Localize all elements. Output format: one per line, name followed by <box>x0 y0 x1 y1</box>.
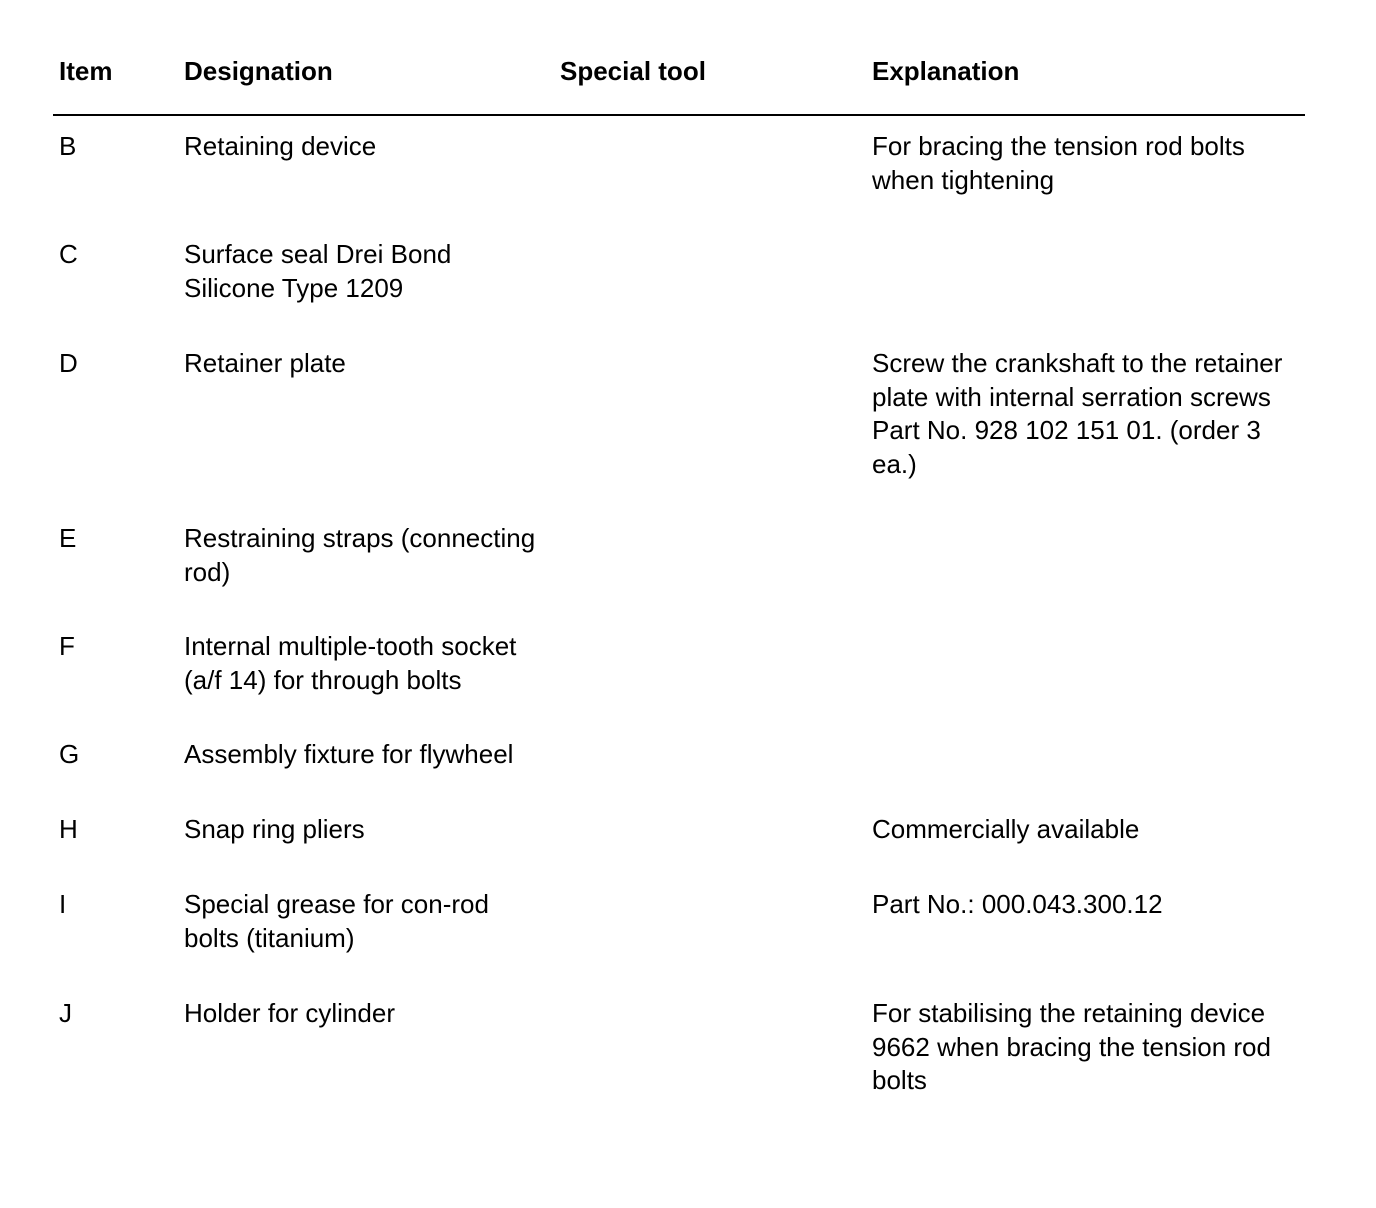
row-designation: Special grease for con-rod bolts (titanium) <box>184 889 489 953</box>
row-item: E <box>59 523 77 553</box>
row-explanation: For bracing the tension rod bolts when tightening <box>872 131 1245 195</box>
row-item: F <box>59 631 75 661</box>
row-designation: Snap ring pliers <box>184 814 365 844</box>
header-item: Item <box>59 56 113 86</box>
row-designation: Retainer plate <box>184 348 346 378</box>
row-item: I <box>59 889 67 919</box>
row-item: G <box>59 739 80 769</box>
row-item: D <box>59 348 78 378</box>
row-item: B <box>59 131 77 161</box>
header-special-tool: Special tool <box>560 56 706 86</box>
header-divider <box>53 114 1305 116</box>
row-designation: Restraining straps (connecting rod) <box>184 523 536 587</box>
row-designation: Surface seal Drei Bond Silicone Type 1209 <box>184 239 452 303</box>
row-designation: Holder for cylinder <box>184 998 395 1028</box>
row-item: J <box>59 998 72 1028</box>
row-explanation: Part No.: 000.043.300.12 <box>872 889 1163 919</box>
row-explanation: Screw the crankshaft to the retainer plate with internal serration screws Part No. 928 102 151 01. (order 3 ea.) <box>872 348 1283 479</box>
row-designation: Retaining device <box>184 131 377 161</box>
row-explanation: For stabilising the retaining device 9662 when bracing the tension rod bolts <box>872 998 1271 1095</box>
row-explanation: Commercially available <box>872 814 1140 844</box>
header-explanation: Explanation <box>872 56 1020 86</box>
row-designation: Assembly fixture for flywheel <box>184 739 514 769</box>
header-designation: Designation <box>184 56 333 86</box>
row-item: C <box>59 239 78 269</box>
row-item: H <box>59 814 78 844</box>
row-designation: Internal multiple-tooth socket (a/f 14) for through bolts <box>184 631 517 695</box>
